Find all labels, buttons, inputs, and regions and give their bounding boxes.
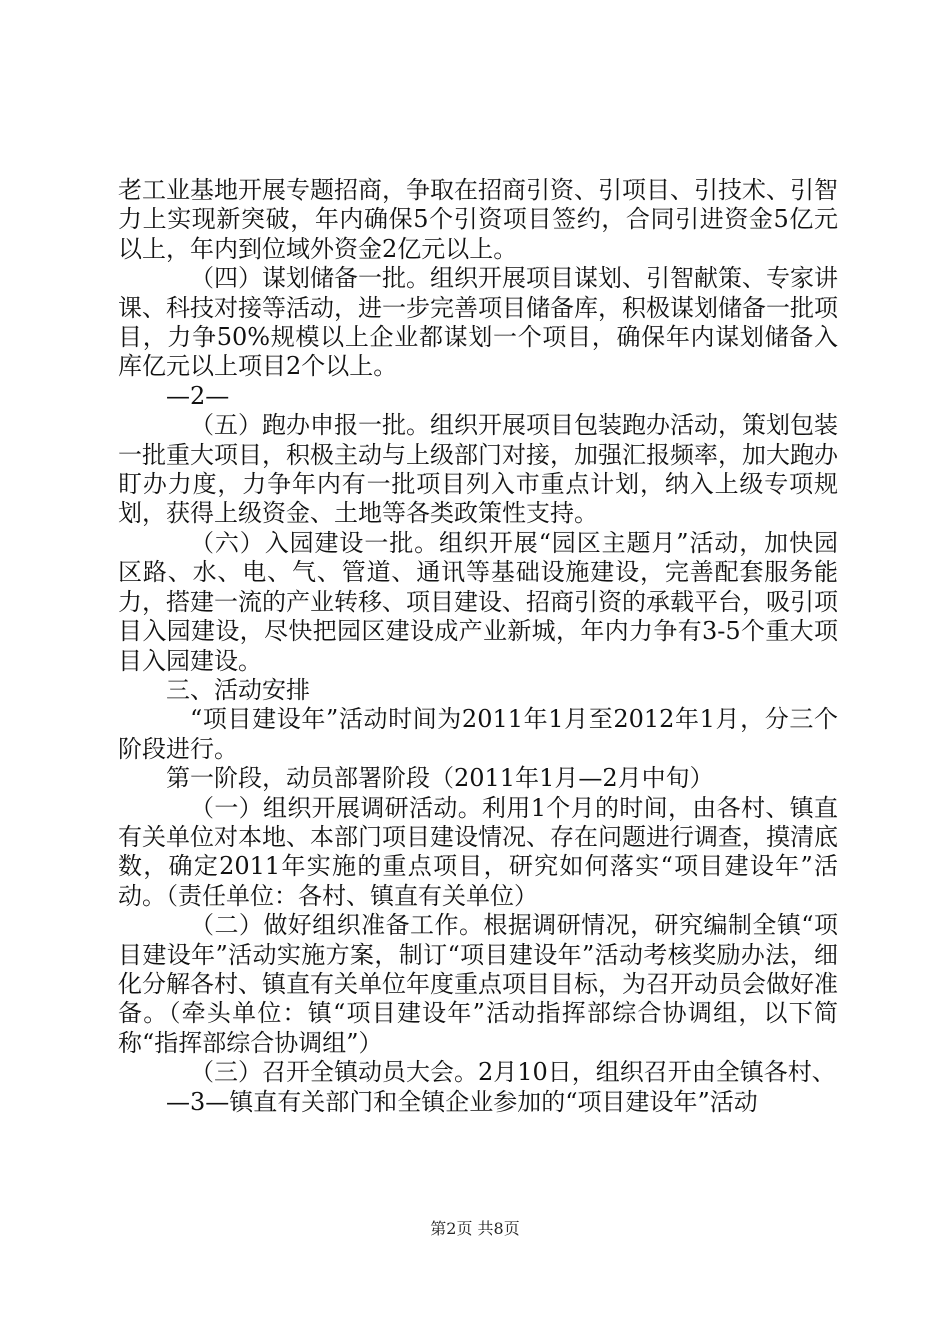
paragraph-item-6: （六）入园建设一批。组织开展“园区主题月”活动，加快园区路、水、电、气、管道、通讯等基础设施建设，完善配套服务能力，搭建一流的产业转移、项目建设、招商引资的承载平台，吸引项目入园建设，尽快把园区建设成产业新城，年内力争有3-5个重大项目入园建设。 [118,528,838,675]
paragraph-stage-item-2: （二）做好组织准备工作。根据调研情况，研究编制全镇“项目建设年”活动实施方案，制订“项目建设年”活动考核奖励办法，细化分解各村、镇直有关单位年度重点项目目标，为召开动员会做好准备。（牵头单位：镇“项目建设年”活动指挥部综合协调组，以下简称“指挥部综合协调组”） [118,911,838,1057]
paragraph-item-4: （四）谋划储备一批。组织开展项目谋划、引智献策、专家讲课、科技对接等活动，进一步完善项目储备库，积极谋划储备一批项目，力争50%规模以上企业都谋划一个项目，确保年内谋划储备入库亿元以上项目2个以上。 [118,264,838,381]
page-footer: 第2页 共8页 [430,1219,520,1238]
document-body [118,176,838,1117]
page-marker-3-line: —3—镇直有关部门和全镇企业参加的“项目建设年”活动 [166,1087,758,1116]
paragraph-continuation: 老工业基地开展专题招商，争取在招商引资、引项目、引技术、引智力上实现新突破，年内确保5个引资项目签约，合同引进资金5亿元以上，年内到位域外资金2亿元以上。 [118,176,838,263]
paragraph-item-5: （五）跑办申报一批。组织开展项目包装跑办活动，策划包装一批重大项目，积极主动与上级部门对接，加强汇报频率，加大跑办盯办力度，力争年内有一批项目列入市重点计划，纳入上级专项规划，获得上级资金、土地等各类政策性支持。 [118,411,838,528]
paragraph-stage-item-3: （三）召开全镇动员大会。2月10日，组织召开由全镇各村、 [190,1058,836,1087]
stage-heading-1: 第一阶段，动员部署阶段（2011年1月—2月中旬） [166,764,714,793]
paragraph-schedule-intro: “项目建设年”活动时间为2011年1月至2012年1月，分三个阶段进行。 [118,705,838,763]
paragraph-stage-item-1: （一）组织开展调研活动。利用1个月的时间，由各村、镇直有关单位对本地、本部门项目建设情况、存在问题进行调查，摸清底数，确定2011年实施的重点项目，研究如何落实“项目建设年”活动。（责任单位：各村、镇直有关单位） [118,793,838,910]
page-marker-2: —2— [166,381,230,410]
section-heading-3: 三、活动安排 [166,675,310,704]
